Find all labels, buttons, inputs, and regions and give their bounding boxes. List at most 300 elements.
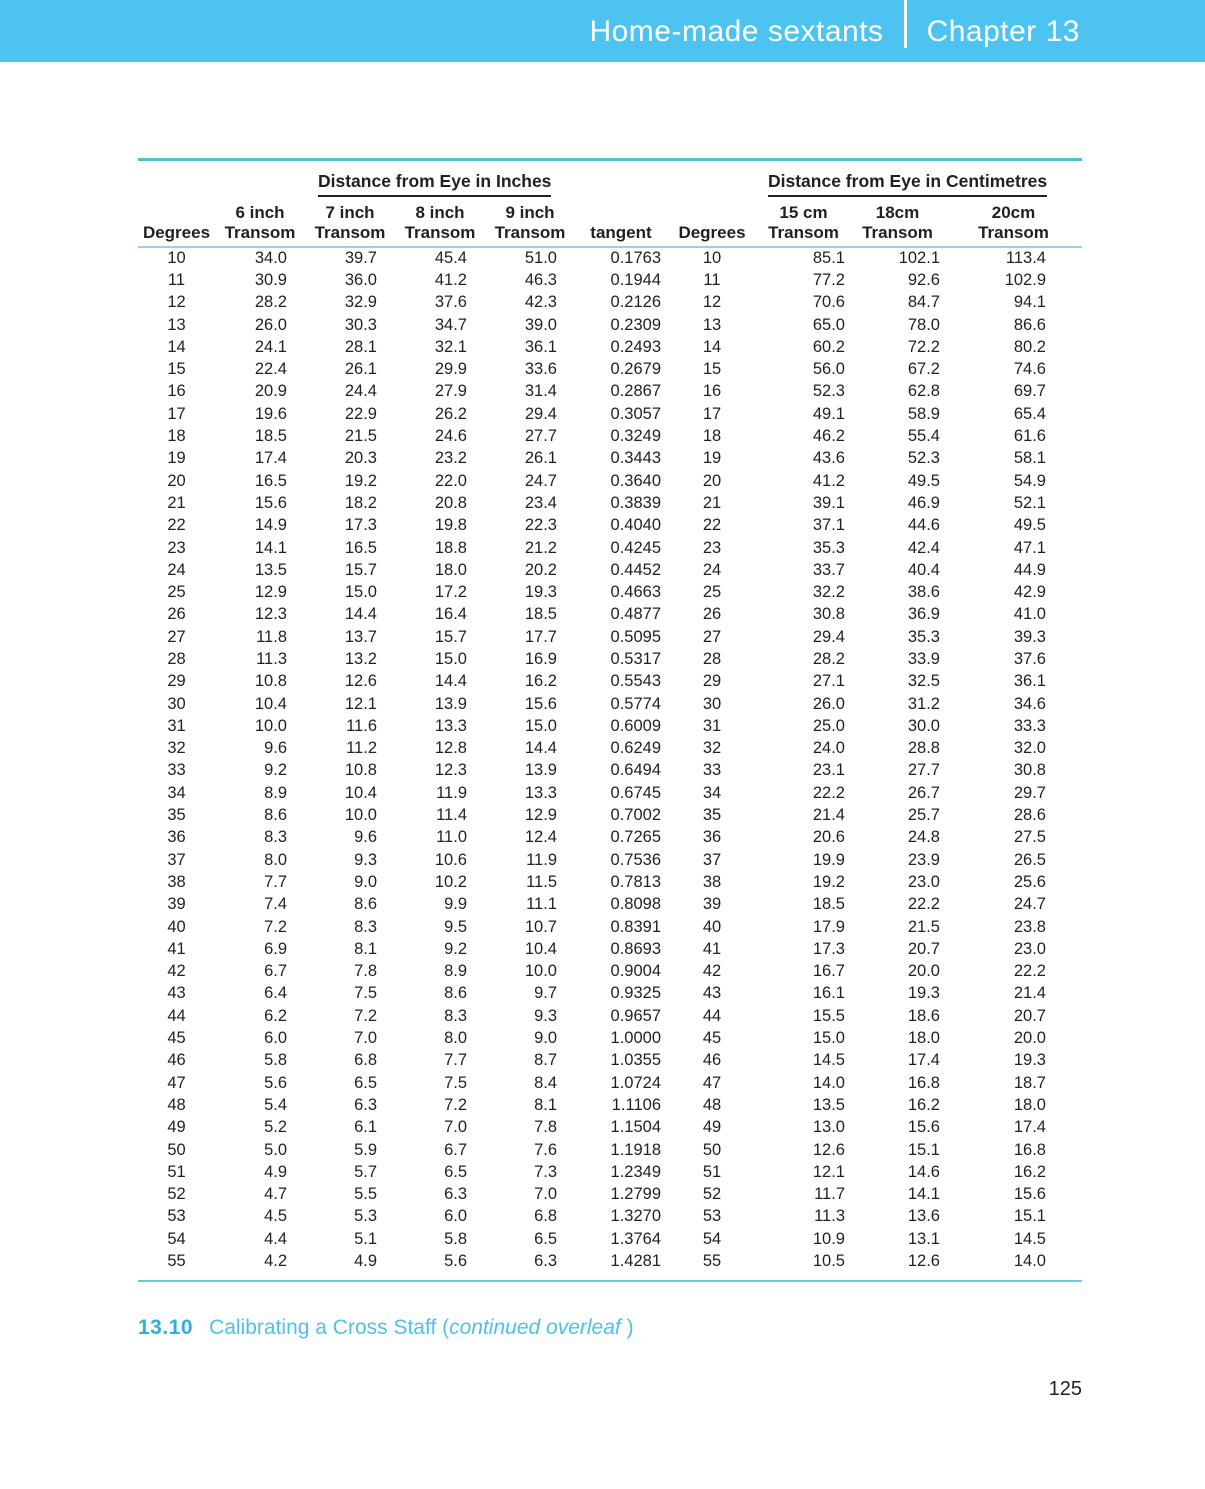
table-cell: 8.3 [354, 917, 377, 936]
table-cell: 24.7 [1013, 895, 1046, 914]
table-cell: 27 [167, 627, 186, 646]
table-cell: 20.2 [524, 560, 557, 579]
table-row [138, 448, 1082, 470]
table-cell: 11.2 [346, 739, 377, 758]
table-cell: 24.0 [812, 739, 845, 758]
table-cell: 32.0 [1013, 739, 1046, 758]
table-cell: 70.6 [812, 293, 845, 312]
table-cell: 15.0 [524, 716, 557, 735]
table-cell: 19 [702, 449, 722, 468]
table-cell: 31.4 [524, 382, 557, 401]
table-body [138, 247, 1082, 1273]
table-cell: 44 [167, 1006, 186, 1025]
table-cell: 19.2 [344, 471, 377, 490]
table-cell: 32 [702, 739, 722, 758]
table-cell: 27.5 [1013, 828, 1046, 847]
table-cell: 26.0 [812, 694, 845, 713]
table-cell: 15.6 [907, 1118, 940, 1137]
table-cell: 23.0 [907, 872, 940, 891]
table-cell: 22.9 [344, 404, 377, 423]
table-cell: 12.9 [254, 583, 287, 602]
table-cell: 46.3 [524, 270, 557, 289]
table-cell: 37 [167, 850, 186, 869]
table-cell: 8.9 [264, 783, 287, 802]
table-cell: 5.4 [264, 1095, 287, 1114]
table-cell: 9.6 [264, 739, 287, 758]
table-cell: 34 [167, 783, 186, 802]
table-cell: 10.0 [344, 806, 377, 825]
table-cell: 0.7002 [610, 806, 661, 825]
table-cell: 7.4 [264, 895, 287, 914]
table-cell: 15 [702, 360, 722, 379]
table-cell: 0.8098 [610, 895, 661, 914]
table-cell: 36.0 [344, 270, 377, 289]
table-cell: 61.6 [1013, 427, 1046, 446]
table-cell: 19.2 [812, 872, 845, 891]
header-divider [904, 0, 907, 48]
table-cell: 1.1504 [610, 1118, 661, 1137]
table-cell: 23.9 [907, 850, 940, 869]
table-cell: 0.5543 [610, 672, 661, 691]
table-cell: 43 [167, 984, 186, 1003]
table-cell: 15.0 [344, 583, 377, 602]
table-cell: 65.0 [812, 315, 845, 334]
table-row [138, 894, 1082, 916]
table-cell: 29 [702, 672, 722, 691]
table-cell: 12.6 [344, 672, 377, 691]
table-cell: 16.2 [1013, 1162, 1046, 1181]
table-cell: 14.0 [812, 1073, 845, 1092]
table-cell: 9.5 [444, 917, 467, 936]
table-cell: 0.3640 [610, 471, 661, 490]
table-cell: 0.8693 [610, 939, 661, 958]
table-cell: 5.8 [444, 1229, 467, 1248]
table-cell: 52 [702, 1185, 722, 1204]
col-header-top-7: 15 cm [779, 203, 828, 222]
table-cell: 42.4 [907, 538, 940, 557]
table-cell: 6.9 [264, 939, 287, 958]
table-cell: 18.0 [1013, 1095, 1046, 1114]
table-cell: 16 [702, 382, 722, 401]
table-cell: 1.4281 [610, 1252, 661, 1270]
table-cell: 7.8 [354, 962, 377, 981]
table-cell: 10.8 [344, 761, 377, 780]
table-cell: 65.4 [1013, 404, 1046, 423]
table-row [138, 1050, 1082, 1072]
table-cell: 5.6 [444, 1252, 467, 1270]
table-cell: 49.5 [1013, 516, 1046, 535]
table-cell: 45 [167, 1029, 186, 1048]
table-cell: 22.3 [524, 516, 557, 535]
table-cell: 6.0 [444, 1207, 467, 1226]
caption-number: 13.10 [138, 1315, 194, 1339]
table-cell: 14.6 [907, 1162, 940, 1181]
table-cell: 94.1 [1013, 293, 1046, 312]
table-cell: 1.0724 [610, 1073, 661, 1092]
table-cell: 20 [167, 471, 186, 490]
table-cell: 28 [167, 649, 186, 668]
table-cell: 7.7 [444, 1051, 467, 1070]
table-cell: 14.4 [344, 605, 377, 624]
table-cell: 12.6 [812, 1140, 845, 1159]
table-cell: 14.4 [434, 672, 467, 691]
table-row [138, 314, 1082, 336]
table-cell: 48 [702, 1095, 722, 1114]
table-cell: 37.6 [1013, 649, 1046, 668]
table-cell: 20 [702, 471, 722, 490]
table-cell: 62.8 [907, 382, 940, 401]
table-cell: 44.6 [907, 516, 940, 535]
table-row [138, 381, 1082, 403]
table-cell: 4.9 [264, 1162, 287, 1181]
table-cell: 7.5 [444, 1073, 467, 1092]
table-cell: 0.3249 [610, 427, 661, 446]
table-cell: 15.6 [524, 694, 557, 713]
table-cell: 34.6 [1013, 694, 1046, 713]
table-cell: 53 [167, 1207, 186, 1226]
table-row [138, 515, 1082, 537]
table-cell: 37 [702, 850, 722, 869]
table-cell: 8.3 [444, 1006, 467, 1025]
table-cell: 21.4 [1013, 984, 1046, 1003]
table-cell: 15.7 [434, 627, 467, 646]
table-row [138, 626, 1082, 648]
table-cell: 13.5 [254, 560, 287, 579]
table-cell: 36.1 [1013, 672, 1046, 691]
table-cell: 14.5 [812, 1051, 845, 1070]
table-cell: 7.2 [264, 917, 287, 936]
table-cell: 31.2 [907, 694, 940, 713]
table-cell: 37.6 [434, 293, 467, 312]
table-cell: 78.0 [907, 315, 940, 334]
table-cell: 12 [167, 293, 186, 312]
table-cell: 13.9 [524, 761, 557, 780]
page-number: 125 [1048, 1377, 1082, 1400]
table-cell: 47.1 [1013, 538, 1046, 557]
table-cell: 1.3270 [610, 1207, 661, 1226]
table-cell: 40 [702, 917, 722, 936]
table-cell: 51 [167, 1162, 186, 1181]
table-cell: 15.7 [344, 560, 377, 579]
table-row [138, 581, 1082, 603]
table-cell: 39.1 [812, 493, 845, 512]
table-cell: 34.0 [254, 249, 287, 268]
table-cell: 55.4 [907, 427, 940, 446]
table-row [138, 537, 1082, 559]
table-cell: 10 [167, 249, 186, 268]
table-cell: 30.9 [254, 270, 287, 289]
table-cell: 0.4452 [610, 560, 661, 579]
table-row [138, 1005, 1082, 1027]
table-cell: 27 [702, 627, 722, 646]
table-cell: 10.4 [344, 783, 377, 802]
table-cell: 40.4 [907, 560, 940, 579]
table-row [138, 292, 1082, 314]
table-cell: 9.0 [534, 1029, 557, 1048]
table-cell: 19.3 [907, 984, 940, 1003]
table-group-headers [138, 161, 1082, 201]
table-cell: 22.0 [434, 471, 467, 490]
table-cell: 12.3 [254, 605, 287, 624]
table-cell: 46.9 [907, 493, 940, 512]
table-cell: 13.9 [434, 694, 467, 713]
table-cell: 52.3 [907, 449, 940, 468]
table-row [138, 1183, 1082, 1205]
table-cell: 16.7 [812, 962, 845, 981]
table-row [138, 1228, 1082, 1250]
table-cell: 47 [167, 1073, 186, 1092]
table-cell: 38 [167, 872, 186, 891]
table-cell: 0.3839 [610, 493, 661, 512]
table-cell: 9.2 [444, 939, 467, 958]
table-cell: 17 [167, 404, 186, 423]
table-cell: 4.9 [354, 1252, 377, 1270]
table-cell: 49.5 [907, 471, 940, 490]
table-cell: 18 [167, 427, 186, 446]
table-cell: 14 [167, 337, 186, 356]
table-row [138, 1117, 1082, 1139]
table-cell: 14.9 [254, 516, 287, 535]
table-cell: 0.1763 [610, 249, 661, 268]
table-cell: 32.1 [434, 337, 467, 356]
table-cell: 0.4877 [610, 605, 661, 624]
table-cell: 19.3 [1013, 1051, 1046, 1070]
table-cell: 46 [167, 1051, 186, 1070]
table-cell: 18.0 [907, 1029, 940, 1048]
table-cell: 7.0 [444, 1118, 467, 1137]
table-cell: 14 [702, 337, 722, 356]
table-cell: 10.7 [524, 917, 557, 936]
table-cell: 26 [702, 605, 722, 624]
table-cell: 80.2 [1013, 337, 1046, 356]
table-cell: 85.1 [812, 249, 845, 268]
table-row [138, 1139, 1082, 1161]
table-cell: 6.7 [444, 1140, 467, 1159]
table-cell: 24.6 [434, 427, 467, 446]
table-row [138, 648, 1082, 670]
table-cell: 17.3 [344, 516, 377, 535]
table-cell: 26.0 [254, 315, 287, 334]
table-cell: 0.4040 [610, 516, 661, 535]
table-cell: 9.0 [354, 872, 377, 891]
table-cell: 54 [167, 1229, 186, 1248]
table-cell: 18 [702, 427, 722, 446]
table-cell: 35.3 [907, 627, 940, 646]
table-cell: 0.4245 [610, 538, 661, 557]
table-cell: 50 [702, 1140, 722, 1159]
table-cell: 42.3 [524, 293, 557, 312]
table-cell: 5.8 [264, 1051, 287, 1070]
table-cell: 7.0 [534, 1185, 557, 1204]
col-header-top-8: 18cm [875, 203, 920, 222]
table-row [138, 983, 1082, 1005]
table-cell: 26.1 [344, 360, 377, 379]
col-header-3: Transom [395, 223, 485, 247]
table-cell: 4.2 [264, 1252, 287, 1270]
table-cell: 58.1 [1013, 449, 1046, 468]
table-cell: 19.3 [524, 583, 557, 602]
table-cell: 21.4 [812, 806, 845, 825]
table-cell: 11 [703, 270, 721, 289]
table-row [138, 671, 1082, 693]
table-cell: 22.4 [254, 360, 287, 379]
table-cell: 67.2 [907, 360, 940, 379]
table-cell: 6.5 [534, 1229, 557, 1248]
table-cell: 10.6 [434, 850, 467, 869]
table-cell: 42 [702, 962, 722, 981]
table-cell: 0.4663 [610, 583, 661, 602]
table-cell: 10.4 [254, 694, 287, 713]
table-cell: 6.7 [264, 962, 287, 981]
table-cell: 14.0 [1013, 1252, 1046, 1270]
table-cell: 16.1 [812, 984, 845, 1003]
table-cell: 30.8 [812, 605, 845, 624]
table-cell: 25.6 [1013, 872, 1046, 891]
table-cell: 10.0 [524, 962, 557, 981]
table-cell: 36 [167, 828, 186, 847]
table-cell: 14.4 [524, 739, 557, 758]
col-header-1: Transom [215, 223, 305, 247]
table-header [138, 201, 1082, 247]
table-cell: 39 [702, 895, 722, 914]
col-header-2: Transom [305, 223, 395, 247]
table-cell: 11.6 [346, 716, 377, 735]
table-cell: 23 [702, 538, 722, 557]
table-cell: 113.4 [1005, 249, 1046, 268]
table-cell: 0.5774 [610, 694, 661, 713]
table-cell: 19.6 [254, 404, 287, 423]
table-cell: 21 [167, 493, 186, 512]
table-cell: 11.3 [814, 1207, 845, 1226]
col-header-4: Transom [485, 223, 575, 247]
table-row [138, 470, 1082, 492]
table-cell: 28.8 [907, 739, 940, 758]
table-cell: 13.0 [812, 1118, 845, 1137]
table-cell: 9.7 [534, 984, 557, 1003]
col-header-8: Transom [850, 223, 945, 247]
table-cell: 17.4 [1013, 1118, 1046, 1137]
table-cell: 0.6494 [610, 761, 661, 780]
table-cell: 24.1 [254, 337, 287, 356]
col-header-top-4: 9 inch [505, 203, 555, 222]
table-cell: 20.3 [344, 449, 377, 468]
table-cell: 72.2 [907, 337, 940, 356]
table-cell: 6.1 [354, 1118, 377, 1137]
table-cell: 27.7 [524, 427, 557, 446]
table-cell: 35.3 [812, 538, 845, 557]
table-cell: 5.2 [264, 1118, 287, 1137]
table-cell: 0.1944 [610, 270, 661, 289]
table-cell: 11.9 [526, 850, 557, 869]
chapter-header-title: Home-made sextants [589, 15, 884, 48]
table-cell: 12 [702, 293, 722, 312]
table-row [138, 760, 1082, 782]
table-cell: 18.5 [524, 605, 557, 624]
table-cell: 26.1 [524, 449, 557, 468]
table-cell: 11.7 [814, 1185, 845, 1204]
table-cell: 7.6 [534, 1140, 557, 1159]
table-cell: 39.0 [524, 315, 557, 334]
table-cell: 8.7 [534, 1051, 557, 1070]
table-cell: 0.9657 [610, 1006, 661, 1025]
calibration-table-block [138, 158, 1082, 1401]
table-cell: 0.6249 [610, 739, 661, 758]
table-cell: 1.3764 [610, 1229, 661, 1248]
table-cell: 8.1 [354, 939, 377, 958]
table-cell: 38 [702, 872, 722, 891]
table-cell: 46.2 [812, 427, 845, 446]
table-cell: 16.9 [524, 649, 557, 668]
table-cell: 5.9 [354, 1140, 377, 1159]
table-cell: 20.8 [434, 493, 467, 512]
table-cell: 8.3 [264, 828, 287, 847]
table-cell: 13.3 [524, 783, 557, 802]
table-cell: 34.7 [434, 315, 467, 334]
table-cell: 11.8 [256, 627, 287, 646]
table-cell: 32.9 [344, 293, 377, 312]
table-cell: 24.4 [344, 382, 377, 401]
table-cell: 6.5 [354, 1073, 377, 1092]
table-cell: 47 [702, 1073, 722, 1092]
table-bottom-rule [138, 1280, 1082, 1282]
table-cell: 20.0 [1013, 1029, 1046, 1048]
table-cell: 16.2 [907, 1095, 940, 1114]
table-cell: 49 [702, 1118, 722, 1137]
table-cell: 69.7 [1013, 382, 1046, 401]
table-cell: 34 [702, 783, 722, 802]
table-cell: 29.7 [1013, 783, 1046, 802]
table-cell: 45.4 [434, 249, 467, 268]
table-cell: 41 [702, 939, 722, 958]
table-cell: 8.6 [264, 806, 287, 825]
table-cell: 42.9 [1013, 583, 1046, 602]
table-cell: 19.8 [434, 516, 467, 535]
table-cell: 10.4 [524, 939, 557, 958]
table-cell: 92.6 [907, 270, 940, 289]
table-cell: 10.9 [812, 1229, 845, 1248]
caption-text: Calibrating a Cross Staff (continued overleaf ) [209, 1315, 634, 1339]
table-row [138, 804, 1082, 826]
table-cell: 28.2 [254, 293, 287, 312]
table-cell: 23.2 [434, 449, 467, 468]
table-cell: 32.2 [812, 583, 845, 602]
table-cell: 86.6 [1013, 315, 1046, 334]
table-cell: 5.5 [354, 1185, 377, 1204]
table-cell: 8.6 [354, 895, 377, 914]
table-cell: 28.6 [1013, 806, 1046, 825]
table-row [138, 871, 1082, 893]
table-cell: 21.5 [344, 427, 377, 446]
table-cell: 6.5 [444, 1162, 467, 1181]
table-cell: 23.4 [524, 493, 557, 512]
table-cell: 9.3 [354, 850, 377, 869]
table-cell: 12.8 [434, 739, 467, 758]
table-cell: 35 [702, 806, 722, 825]
table-cell: 18.5 [254, 427, 287, 446]
table-cell: 39 [167, 895, 186, 914]
table-cell: 51.0 [524, 249, 557, 268]
table-cell: 77.2 [812, 270, 845, 289]
table-cell: 41.0 [1013, 605, 1046, 624]
table-cell: 32.5 [907, 672, 940, 691]
table-cell: 11.3 [256, 649, 287, 668]
table-cell: 0.3057 [610, 404, 661, 423]
table-cell: 15.6 [254, 493, 287, 512]
chapter-header-bar [0, 0, 1205, 62]
table-cell: 43.6 [812, 449, 845, 468]
table-cell: 38.6 [907, 583, 940, 602]
table-cell: 23.1 [812, 761, 845, 780]
